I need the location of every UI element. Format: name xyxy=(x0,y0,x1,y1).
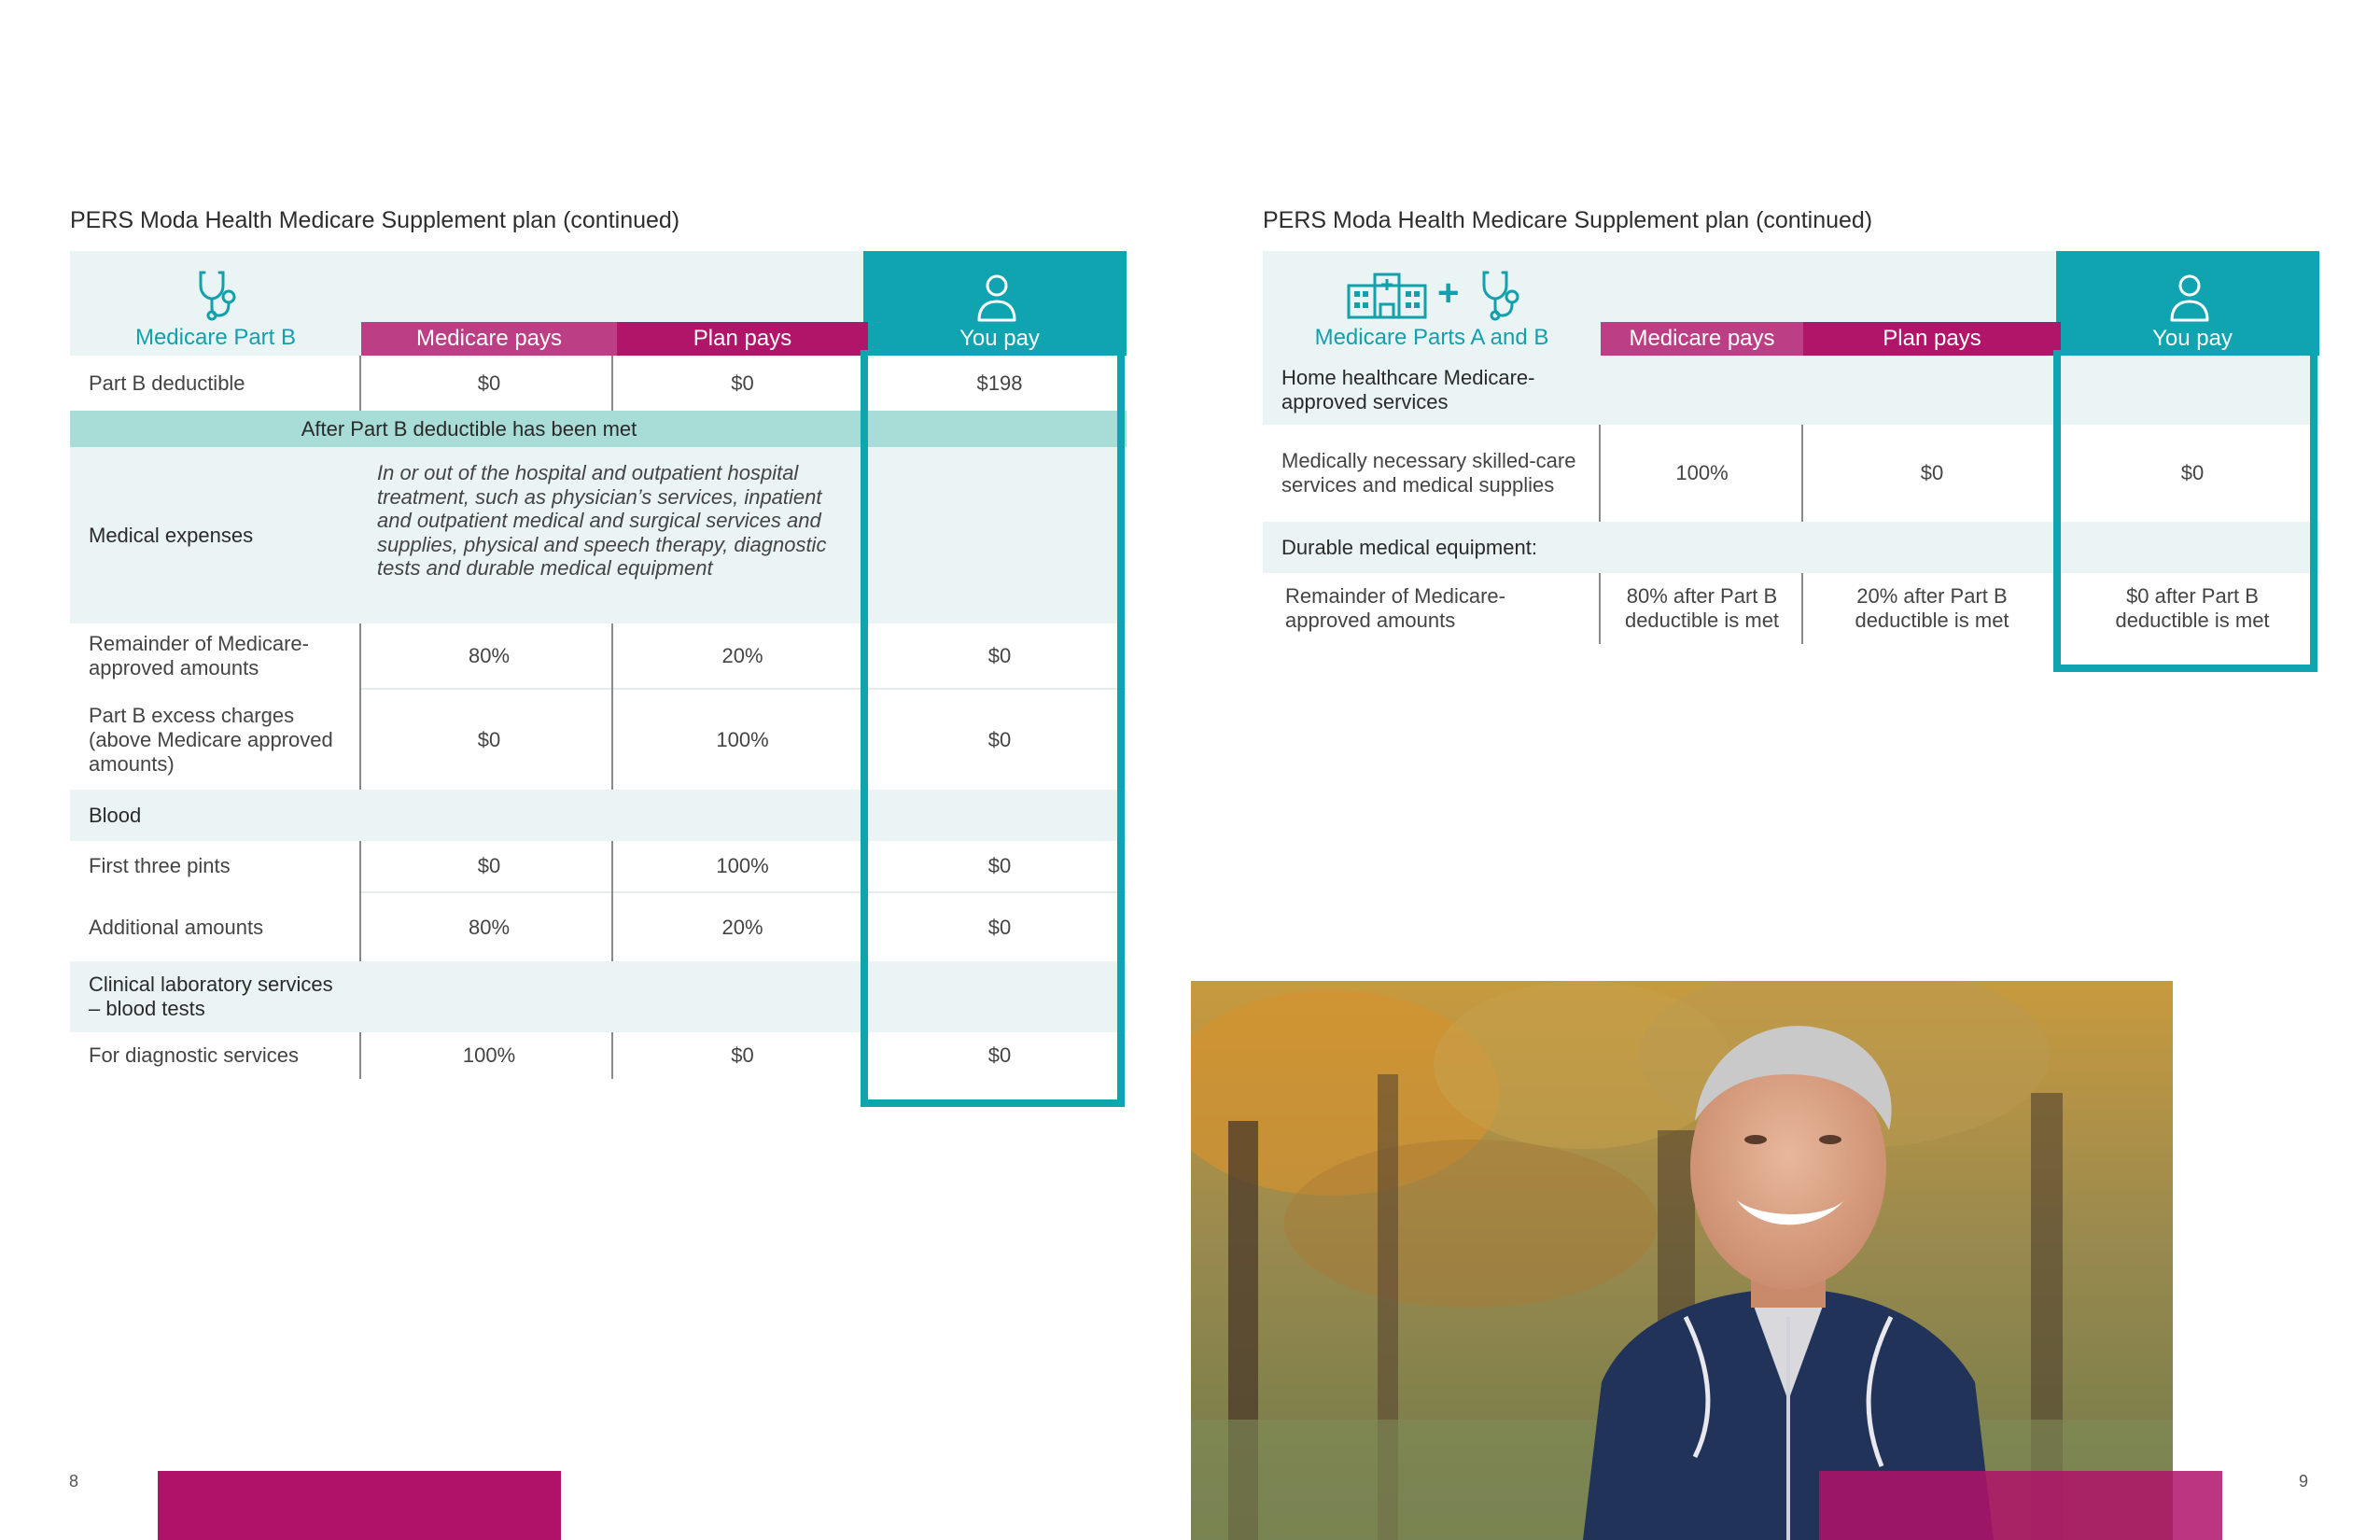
left-excess-you: $0 xyxy=(987,727,1012,751)
left-deductible-met-text: After Part B deductible has been met xyxy=(301,416,637,441)
left-diagnostic-you: $0 xyxy=(987,1043,1012,1067)
right-category-label: Medicare Parts A and B xyxy=(1314,325,1549,350)
right-col-separator xyxy=(1801,425,1803,522)
left-blood-label: Blood xyxy=(89,803,142,827)
stethoscope-icon xyxy=(191,269,238,321)
left-col-separator xyxy=(611,356,613,411)
right-you-pay-outline xyxy=(2053,350,2317,672)
right-skilled-label: Medically necessary skilled-care services and medical supplies xyxy=(1281,449,1576,497)
right-remainder-label: Remainder of Medicare-approved amounts xyxy=(1285,584,1505,632)
right-magenta-bar xyxy=(1819,1471,2222,1540)
left-col-separator xyxy=(359,841,361,961)
left-pints-you: $0 xyxy=(987,854,1012,877)
right-page-title: PERS Moda Health Medicare Supplement plan (continued) xyxy=(1263,207,1873,233)
left-medical-expenses-note: In or out of the hospital and outpatient hospital treatment, such as physician’s services, inpatient and outpatient medical and surgical services and supplies, physical and speech therapy, diagnostic tests and durable medical equipment xyxy=(377,461,827,580)
left-diagnostic-plan: $0 xyxy=(731,1043,754,1067)
left-additional-plan: 20% xyxy=(721,915,763,939)
left-excess-medicare: $0 xyxy=(477,727,501,751)
left-diagnostic-label: For diagnostic services xyxy=(89,1043,299,1067)
left-col-separator xyxy=(611,1032,613,1079)
left-excess-plan: 100% xyxy=(716,727,769,751)
left-medical-expenses-label: Medical expenses xyxy=(89,523,254,547)
left-pints-medicare: $0 xyxy=(477,854,501,877)
left-excess-label: Part B excess charges (above Medicare approved amounts) xyxy=(89,703,333,776)
left-page-number: 8 xyxy=(69,1472,79,1491)
right-remainder-plan: 20% after Part B deductible is met xyxy=(1855,584,2009,632)
left-deductible-medicare: $0 xyxy=(477,371,501,395)
left-page-title: PERS Moda Health Medicare Supplement plan (continued) xyxy=(70,207,680,233)
left-clinical-label: Clinical laboratory services – blood tests xyxy=(89,973,333,1020)
right-remainder-you: $0 after Part B deductible is met xyxy=(2115,584,2270,632)
left-diagnostic-medicare: 100% xyxy=(462,1043,516,1067)
right-skilled-plan: $0 xyxy=(1920,461,1944,484)
left-magenta-bar xyxy=(158,1471,561,1540)
left-remainder-label: Remainder of Medicare-approved amounts xyxy=(89,632,309,679)
person-icon xyxy=(2168,273,2211,322)
right-you-pay-header: You pay xyxy=(2152,326,2233,351)
right-skilled-medicare: 100% xyxy=(1675,461,1729,484)
stethoscope-icon xyxy=(1475,269,1521,321)
plus-sign: + xyxy=(1437,273,1460,314)
photo-smiling-man-in-park xyxy=(1191,981,2173,1540)
left-col-separator xyxy=(359,356,361,411)
left-additional-medicare: 80% xyxy=(468,915,511,939)
left-additional-you: $0 xyxy=(987,915,1012,939)
left-plan-pays-header: Plan pays xyxy=(617,322,868,356)
right-medicare-pays-header: Medicare pays xyxy=(1601,322,1803,356)
left-deductible-you: $198 xyxy=(976,371,1023,395)
left-deductible-plan: $0 xyxy=(731,371,754,395)
left-remainder-plan: 20% xyxy=(721,644,763,667)
left-col-separator xyxy=(359,623,361,790)
left-col-separator xyxy=(611,623,613,790)
left-medicare-pays-header: Medicare pays xyxy=(361,322,617,356)
left-additional-label: Additional amounts xyxy=(89,915,264,939)
right-col-separator xyxy=(1599,425,1601,522)
left-pints-label: First three pints xyxy=(89,854,231,877)
right-plan-pays-header: Plan pays xyxy=(1803,322,2061,356)
right-durable-label: Durable medical equipment: xyxy=(1281,535,1537,559)
left-col-separator xyxy=(359,1032,361,1079)
right-skilled-you: $0 xyxy=(2180,461,2205,484)
person-icon xyxy=(975,273,1018,322)
right-page-number: 9 xyxy=(2299,1472,2309,1491)
left-category-label: Medicare Part B xyxy=(134,325,297,350)
left-you-pay-outline xyxy=(861,350,1125,1107)
left-you-pay-header: You pay xyxy=(959,326,1040,351)
left-remainder-medicare: 80% xyxy=(468,644,511,667)
right-remainder-medicare: 80% after Part B deductible is met xyxy=(1624,584,1780,632)
right-home-label: Home healthcare Medicare-approved services xyxy=(1281,366,1535,413)
left-deductible-label: Part B deductible xyxy=(89,371,245,395)
right-col-separator xyxy=(1599,573,1601,644)
left-remainder-you: $0 xyxy=(987,644,1012,667)
right-col-separator xyxy=(1801,573,1803,644)
left-pints-plan: 100% xyxy=(716,854,769,877)
left-col-separator xyxy=(611,841,613,961)
hospital-icon xyxy=(1347,273,1427,319)
